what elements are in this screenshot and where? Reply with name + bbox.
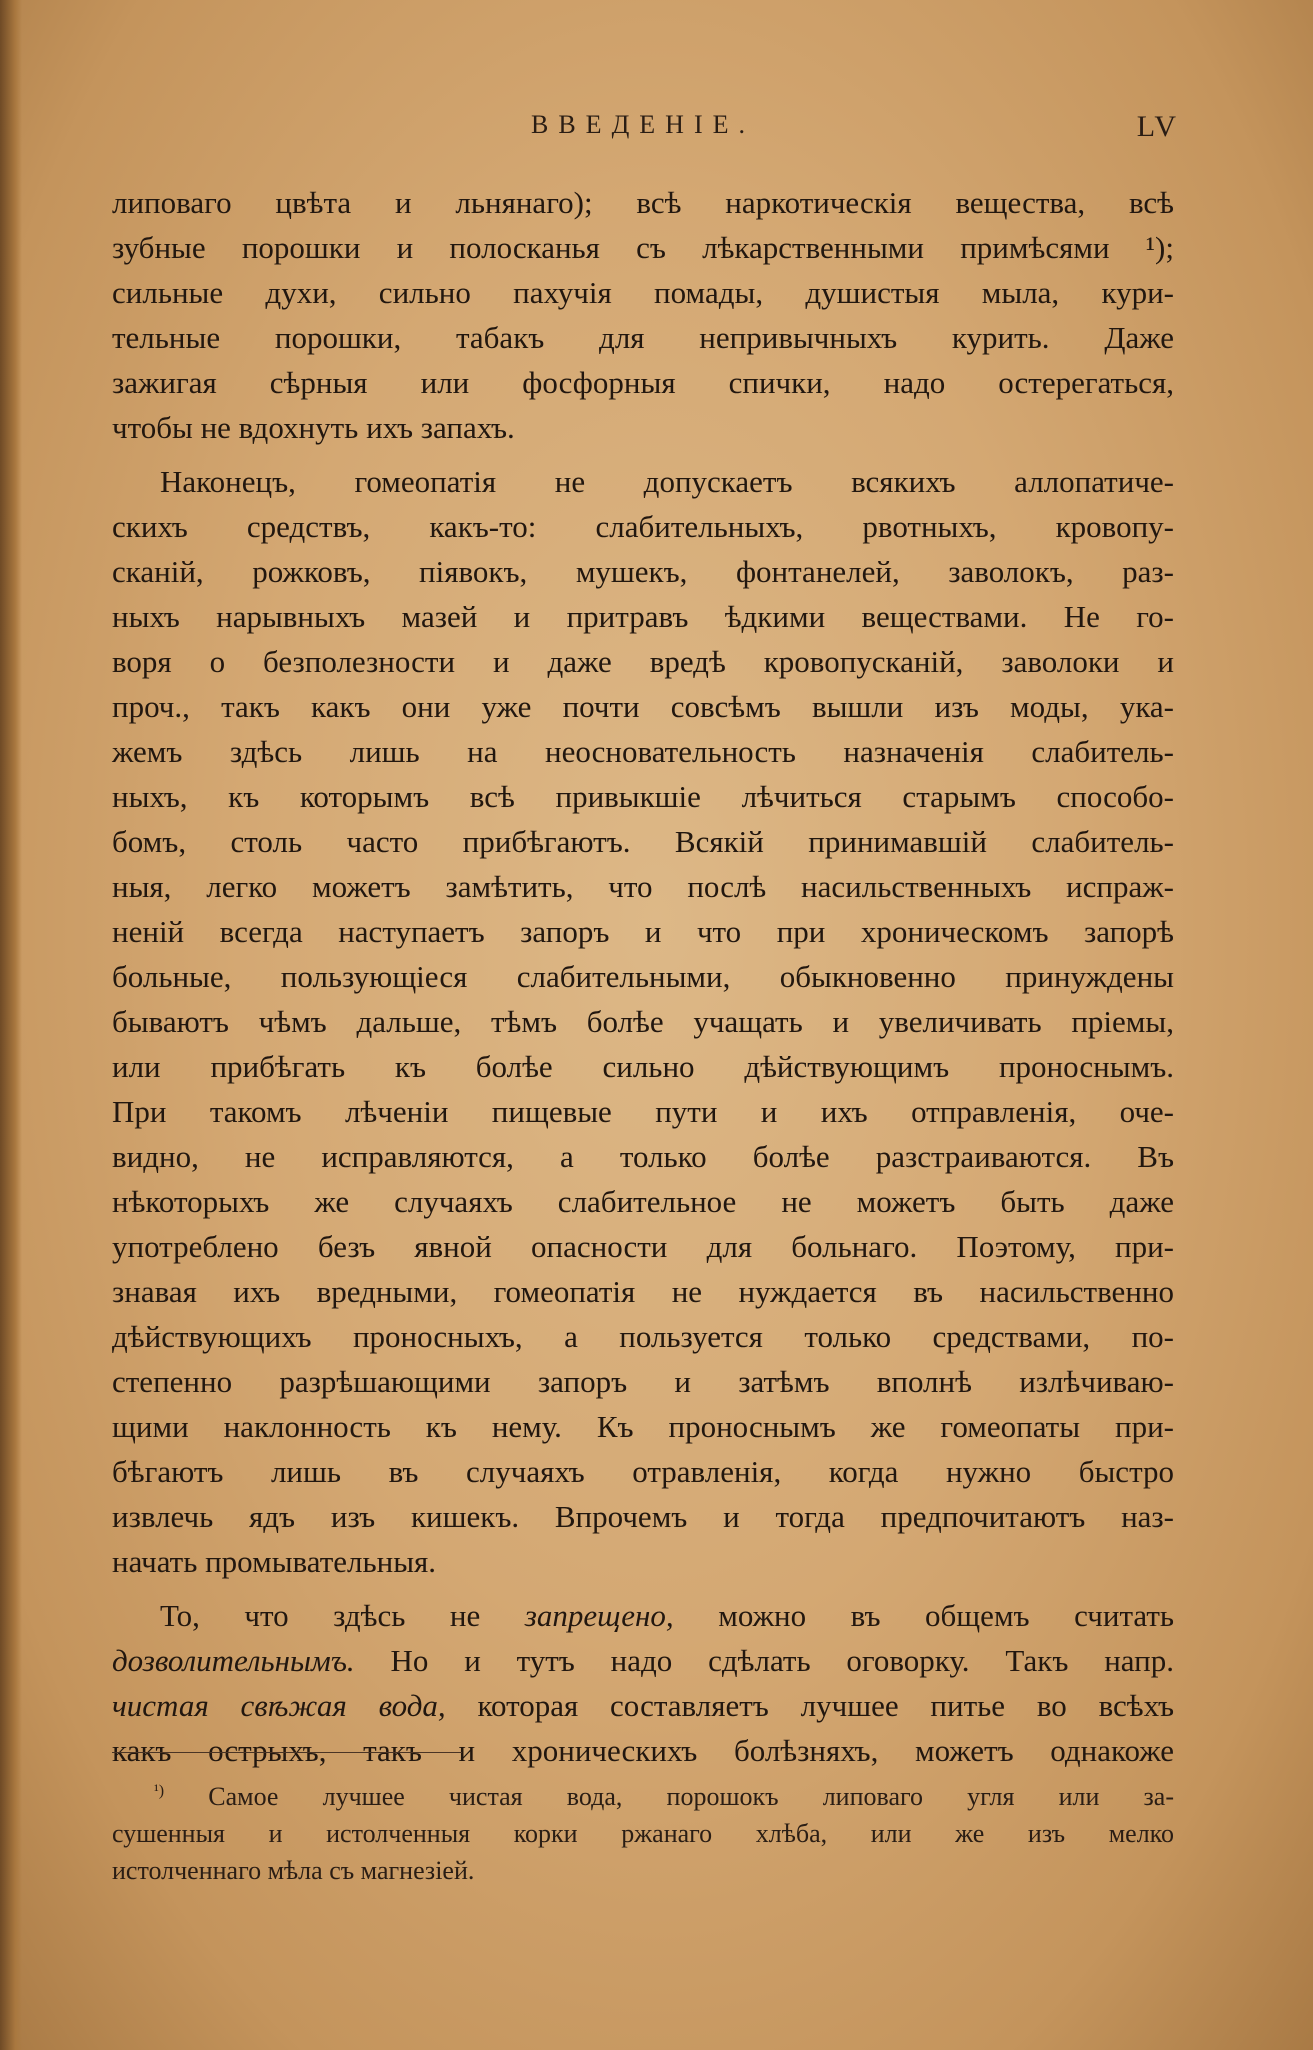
footnote-divider	[112, 1752, 462, 1753]
text-line: неній всегда наступаетъ запоръ и что при хроническомъ запорѣ	[112, 914, 1174, 949]
footnote	[112, 1778, 1174, 1889]
text-line: извлечь ядъ изъ кишекъ. Впрочемъ и тогда предпочитаютъ наз-	[112, 1499, 1174, 1534]
italic-term: дозволительнымъ.	[112, 1643, 355, 1678]
running-title: ВВЕДЕНІЕ.	[531, 110, 755, 139]
text-line: больные, пользующіеся слабительными, обыкновенно принуждены	[112, 959, 1174, 994]
text-line: липоваго цвѣта и льнянаго); всѣ наркотическія вещества, всѣ	[112, 185, 1174, 220]
text-run: То, что здѣсь не	[160, 1598, 525, 1633]
text-line: или прибѣгать къ болѣе сильно дѣйствующимъ проноснымъ.	[112, 1049, 1174, 1084]
paragraph-2	[112, 459, 1174, 1584]
text-line: жемъ здѣсь лишь на неосновательность назначенія слабитель-	[112, 734, 1174, 769]
text-line: бываютъ чѣмъ дальше, тѣмъ болѣе учащать и увеличивать пріемы,	[112, 1004, 1174, 1039]
text-line: При такомъ лѣченіи пищевые пути и ихъ отправленія, оче-	[112, 1094, 1174, 1129]
text-line: сканій, рожковъ, піявокъ, мушекъ, фонтанелей, заволокъ, раз-	[112, 554, 1174, 589]
footnote-line: сушенныя и истолченныя корки ржанаго хлѣба, или же изъ мелко	[112, 1819, 1174, 1848]
text-line: чтобы не вдохнуть ихъ запахъ.	[112, 410, 515, 445]
text-line: щими наклонность къ нему. Къ проноснымъ же гомеопаты при-	[112, 1409, 1174, 1444]
text-run: которая составляетъ лучшее питье во всѣхъ	[445, 1688, 1174, 1723]
text-line: бѣгаютъ лишь въ случаяхъ отравленія, когда нужно быстро	[112, 1454, 1174, 1489]
text-line: какъ острыхъ, такъ и хроническихъ болѣзняхъ, можетъ однакоже	[112, 1733, 1174, 1768]
page-number: LV	[1136, 110, 1178, 143]
text-line: ныя, легко можетъ замѣтить, что послѣ насильственныхъ испраж-	[112, 869, 1174, 904]
text-line: бомъ, столь часто прибѣгаютъ. Всякій принимавшій слабитель-	[112, 824, 1174, 859]
page-edge-shadow	[0, 0, 22, 2050]
text-line: зубные порошки и полосканья съ лѣкарственными примѣсями ¹);	[112, 230, 1174, 265]
text-line: дѣйствующихъ проносныхъ, а пользуется только средствами, по-	[112, 1319, 1174, 1354]
text-line: Наконецъ, гомеопатія не допускаетъ всякихъ аллопатиче-	[160, 464, 1174, 499]
paragraph-1	[112, 180, 1174, 450]
text-line: начать промывательныя.	[112, 1544, 437, 1579]
page-header	[108, 110, 1178, 146]
text-line: зажигая сѣрныя или фосфорныя спички, надо остерегаться,	[112, 365, 1174, 400]
text-line	[112, 1683, 1174, 1728]
footnote-line: истолченнаго мѣла съ магнезіей.	[112, 1856, 475, 1885]
text-line	[112, 1638, 1174, 1683]
body-text	[112, 180, 1174, 1782]
text-line: употреблено безъ явной опасности для больнаго. Поэтому, при-	[112, 1229, 1174, 1264]
footnote-line	[112, 1778, 1174, 1815]
text-line: ныхъ, къ которымъ всѣ привыкшіе лѣчиться старымъ способо-	[112, 779, 1174, 814]
text-line: видно, не исправляются, а только болѣе разстраиваются. Въ	[112, 1139, 1174, 1174]
text-line: тельные порошки, табакъ для непривычныхъ курить. Даже	[112, 320, 1174, 355]
text-line: скихъ средствъ, какъ-то: слабительныхъ, рвотныхъ, кровопу-	[112, 509, 1174, 544]
text-run: можно въ общемъ считать	[673, 1598, 1175, 1633]
italic-term: запрещено,	[524, 1598, 674, 1633]
text-run: Но и тутъ надо сдѣлать оговорку. Такъ напр.	[354, 1643, 1174, 1678]
text-line	[112, 1593, 1174, 1638]
italic-term: чистая свѣжая вода,	[112, 1688, 446, 1723]
text-line: проч., такъ какъ они уже почти совсѣмъ вышли изъ моды, ука-	[112, 689, 1174, 724]
text-line: сильные духи, сильно пахучія помады, душистыя мыла, кури-	[112, 275, 1174, 310]
footnote-marker: ¹)	[154, 1782, 165, 1800]
text-line: воря о безполезности и даже вредѣ кровопусканій, заволоки и	[112, 644, 1174, 679]
footnote-text: Самое лучшее чистая вода, порошокъ липоваго угля или за-	[208, 1782, 1174, 1811]
text-line: нѣкоторыхъ же случаяхъ слабительное не можетъ быть даже	[112, 1184, 1174, 1219]
text-line: ныхъ нарывныхъ мазей и притравъ ѣдкими веществами. Не го-	[112, 599, 1174, 634]
text-line: степенно разрѣшающими запоръ и затѣмъ вполнѣ излѣчиваю-	[112, 1364, 1174, 1399]
text-line: знавая ихъ вредными, гомеопатія не нуждается въ насильственно	[112, 1274, 1174, 1309]
paragraph-3	[112, 1593, 1174, 1773]
